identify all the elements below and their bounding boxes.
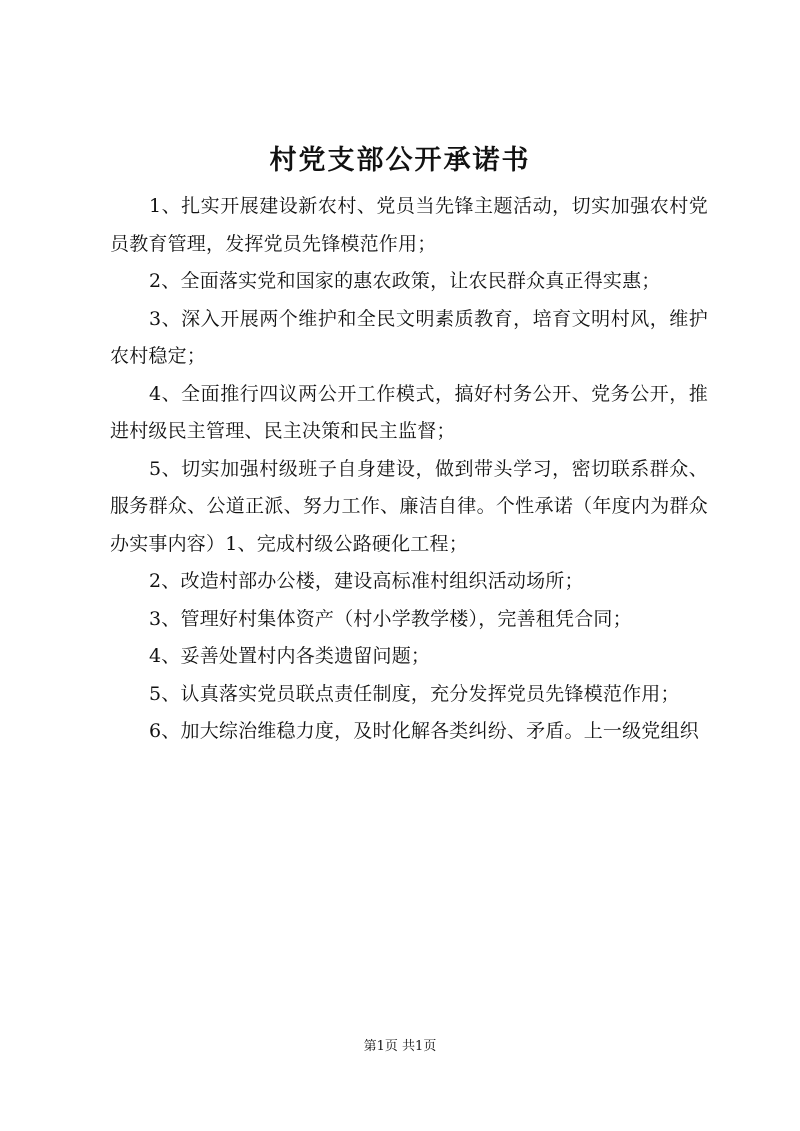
page-footer: 第1页 共1页 [363,1039,437,1054]
paragraph-2: 2、全面落实党和国家的惠农政策，让农民群众真正得实惠； [149,270,661,292]
paragraph-1: 1、扎实开展建设新农村、党员当先锋主题活动，切实加强农村党员教育管理，发挥党员先锋模范作用； [110,195,708,255]
paragraph-3: 3、深入开展两个维护和全民文明素质教育，培育文明村风，维护农村稳定； [110,307,708,367]
document-body [110,188,708,751]
paragraph-6: 2、改造村部办公楼，建设高标准村组织活动场所； [149,570,584,592]
paragraph-8: 4、妥善处置村内各类遗留问题； [149,645,431,667]
paragraph-7: 3、管理好村集体资产（村小学教学楼），完善租凭合同； [149,607,632,630]
document-title: 村党支部公开承诺书 [269,145,531,176]
paragraph-10: 6、加大综治维稳力度，及时化解各类纠纷、矛盾。上一级党组织 [149,720,699,742]
paragraph-5: 5、切实加强村级班子自身建设，做到带头学习，密切联系群众、服务群众、公道正派、努力工作、廉洁自律。个性承诺（年度内为群众办实事内容）1、完成村级公路硬化工程； [110,457,708,555]
paragraph-4: 4、全面推行四议两公开工作模式，搞好村务公开、党务公开，推进村级民主管理、民主决策和民主监督； [110,382,708,442]
paragraph-9: 5、认真落实党员联点责任制度，充分发挥党员先锋模范作用； [149,682,680,705]
